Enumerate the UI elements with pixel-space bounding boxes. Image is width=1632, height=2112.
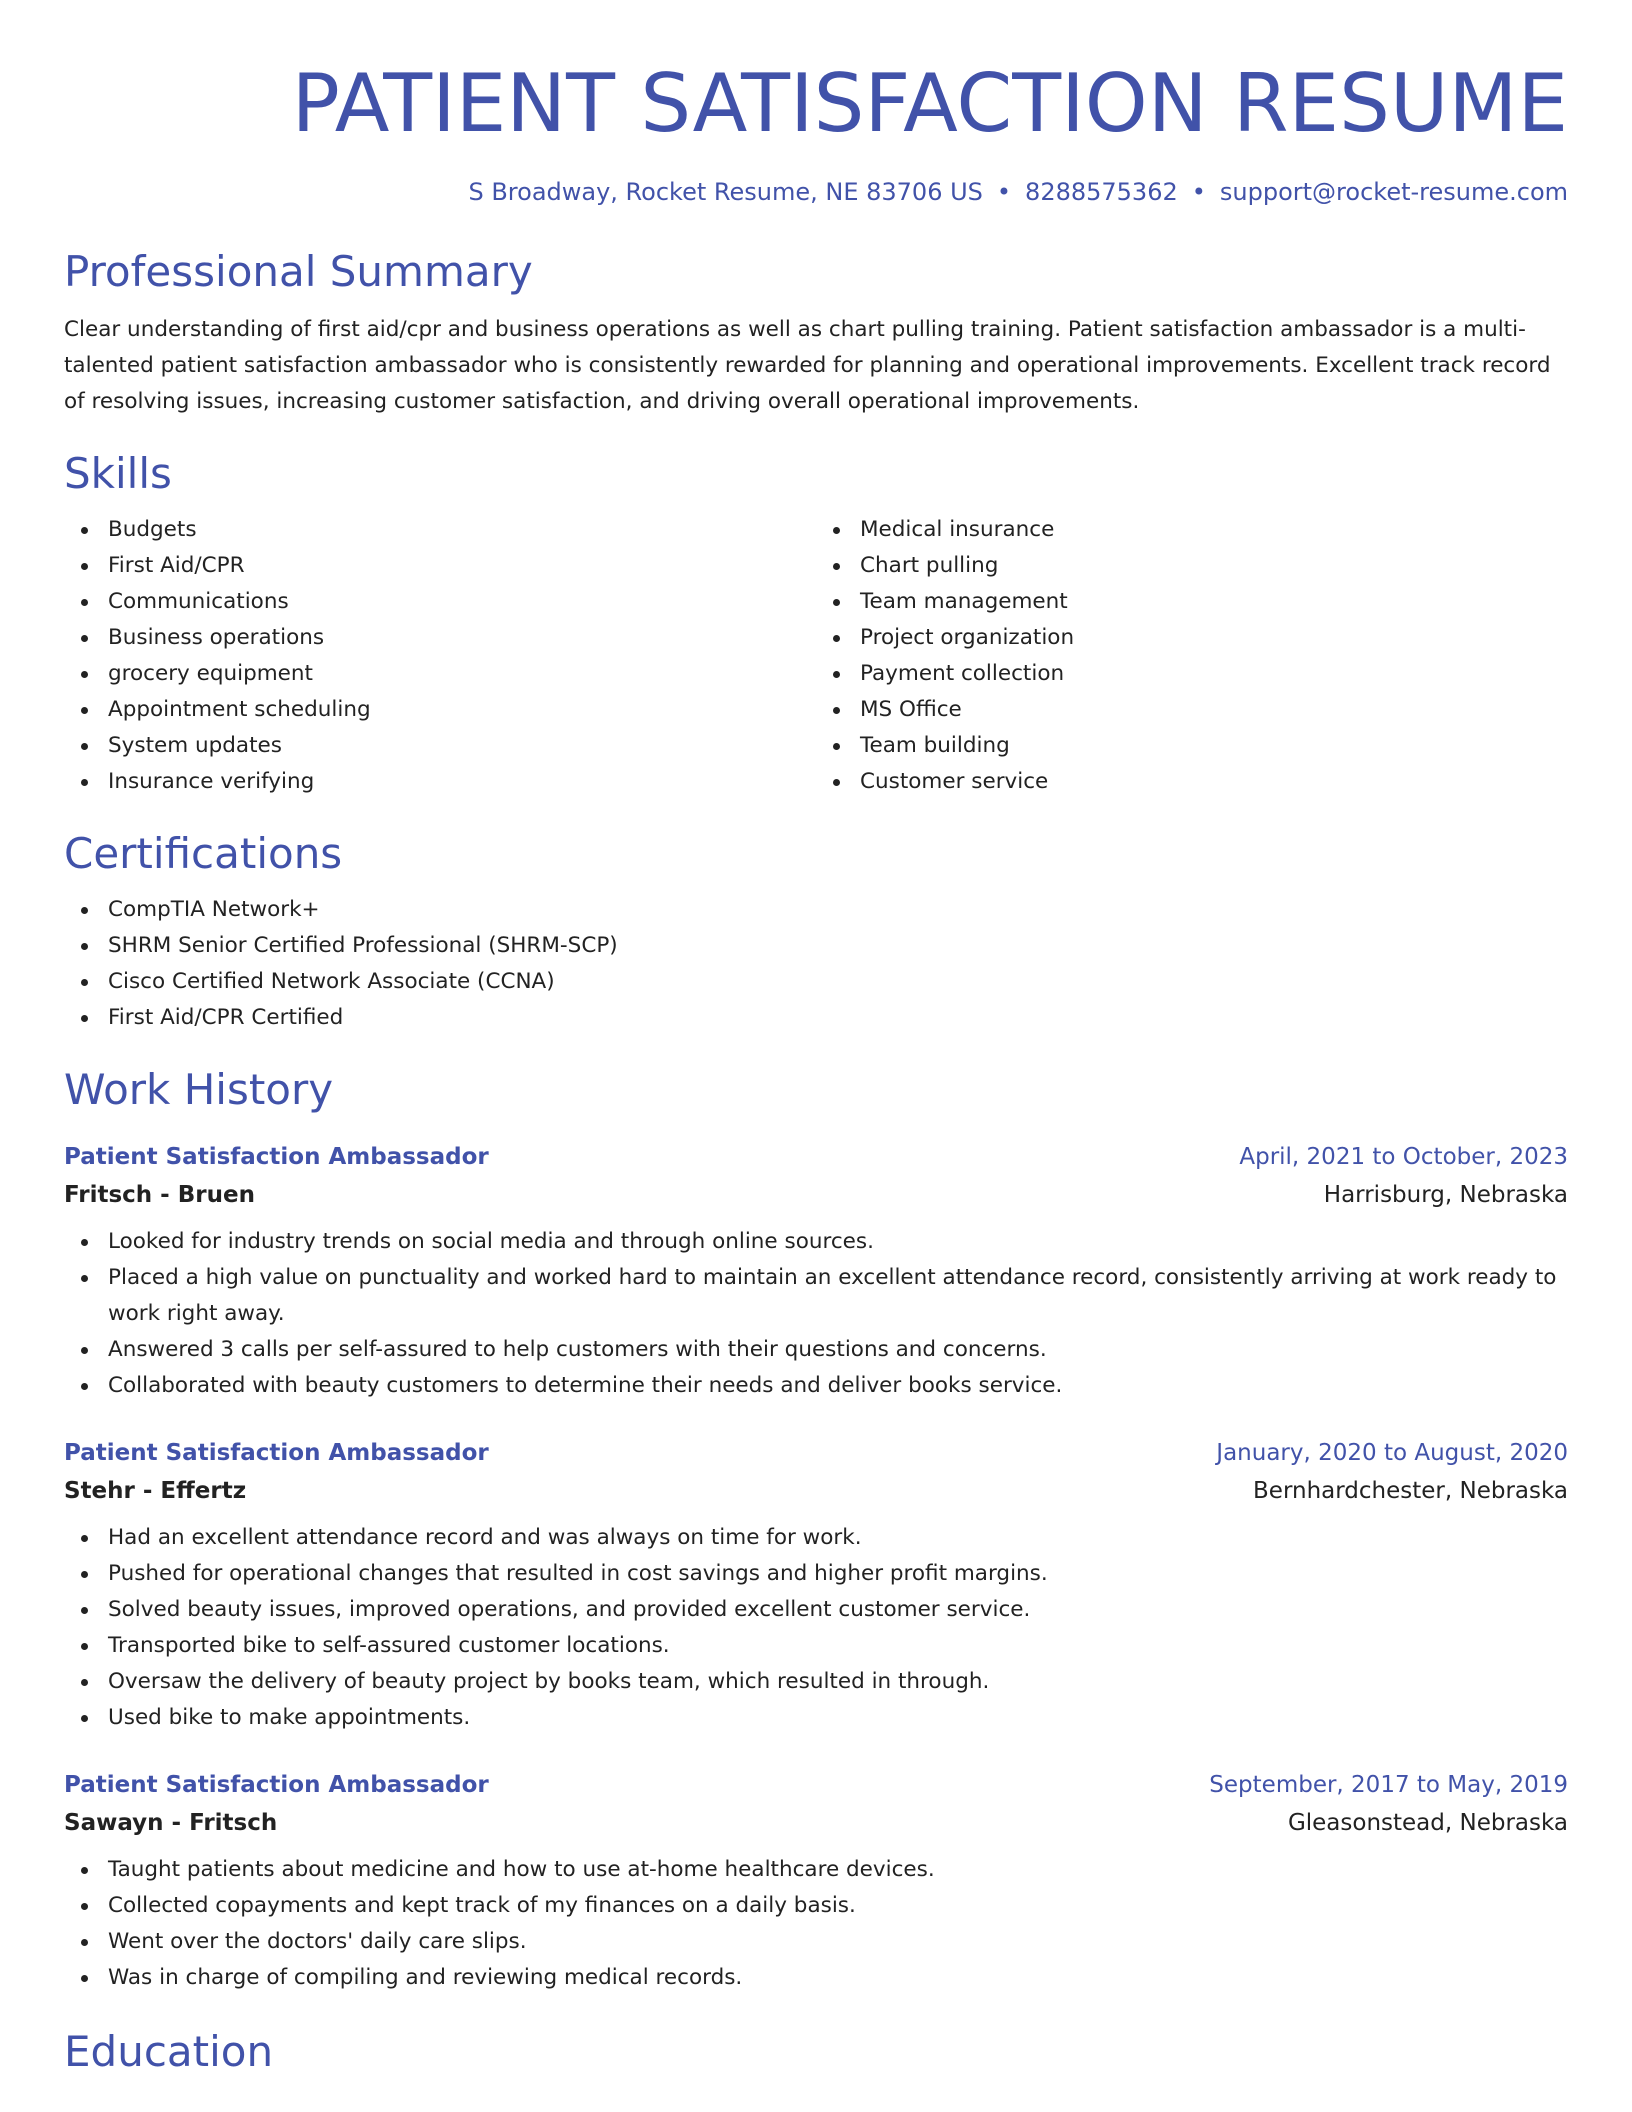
job-title: Patient Satisfaction Ambassador <box>64 1144 489 1170</box>
job-bullet: Taught patients about medicine and how to use at-home healthcare devices. <box>108 1852 1568 1888</box>
job-bullet: Oversaw the delivery of beauty project by books team, which resulted in through. <box>108 1664 1568 1700</box>
skill-item: Communications <box>108 584 816 620</box>
resume-page <box>64 0 1568 2078</box>
job-bullet: Used bike to make appointments. <box>108 1700 1568 1736</box>
job-company: Stehr - Effertz <box>64 1478 247 1504</box>
skill-item: Insurance verifying <box>108 764 816 800</box>
skill-item: Payment collection <box>860 656 1568 692</box>
job-header-row <box>64 1138 1568 1176</box>
section-title-education: Education <box>64 2027 274 2076</box>
resume-title: PATIENT SATISFACTION RESUME <box>291 57 1568 150</box>
contact-address: S Broadway, Rocket Resume, NE 83706 US <box>468 178 983 206</box>
section-title-summary: Professional Summary <box>64 247 533 296</box>
job-location: Bernhardchester, Nebraska <box>1253 1478 1568 1504</box>
contact-separator: • <box>1191 178 1206 206</box>
job-dates: January, 2020 to August, 2020 <box>1216 1440 1568 1466</box>
job-bullet: Transported bike to self-assured customer locations. <box>108 1628 1568 1664</box>
skill-item: Business operations <box>108 620 816 656</box>
job-dates: April, 2021 to October, 2023 <box>1239 1144 1568 1170</box>
job-header-row <box>64 1434 1568 1472</box>
skill-item: Customer service <box>860 764 1568 800</box>
skills-column-right <box>816 512 1568 800</box>
job-bullet: Was in charge of compiling and reviewing medical records. <box>108 1960 1568 1996</box>
job-bullet: Had an excellent attendance record and was always on time for work. <box>108 1520 1568 1556</box>
job-entry <box>64 1138 1568 1404</box>
section-title-skills: Skills <box>64 449 172 498</box>
job-bullet: Looked for industry trends on social media and through online sources. <box>108 1224 1568 1260</box>
job-bullet: Placed a high value on punctuality and worked hard to maintain an excellent attendance record, consistently arriving at work ready to work right away. <box>108 1260 1568 1332</box>
job-dates: September, 2017 to May, 2019 <box>1209 1772 1568 1798</box>
summary-text: Clear understanding of first aid/cpr and business operations as well as chart pulling training. Patient satisfaction ambassador is a multi-talented patient satisfaction ambassador who is consistently rewarded for planning and operational improvements. Excellent track record of resolving issues, increasing customer satisfaction, and driving overall operational improvements. <box>64 317 1551 414</box>
contact-separator: • <box>996 178 1012 206</box>
job-company: Sawayn - Fritsch <box>64 1810 278 1836</box>
skill-item: MS Office <box>860 692 1568 728</box>
skill-item: Medical insurance <box>860 512 1568 548</box>
contact-line <box>64 176 1568 208</box>
job-company: Fritsch - Bruen <box>64 1182 255 1208</box>
skills-column-left <box>64 512 816 800</box>
contact-phone: 8288575362 <box>1025 178 1178 206</box>
contact-email[interactable]: support@rocket-resume.com <box>1219 178 1568 206</box>
job-bullet: Collaborated with beauty customers to determine their needs and deliver books service. <box>108 1368 1568 1404</box>
job-header-row <box>64 1766 1568 1804</box>
job-location: Harrisburg, Nebraska <box>1323 1182 1568 1208</box>
job-company-row <box>64 1472 1568 1510</box>
certification-item: First Aid/CPR Certified <box>108 1000 1568 1036</box>
job-entry <box>64 1434 1568 1736</box>
skill-item: Team management <box>860 584 1568 620</box>
job-bullet: Collected copayments and kept track of my finances on a daily basis. <box>108 1888 1568 1924</box>
job-title: Patient Satisfaction Ambassador <box>64 1772 489 1798</box>
job-bullet: Went over the doctors' daily care slips. <box>108 1924 1568 1960</box>
job-bullet: Solved beauty issues, improved operations, and provided excellent customer service. <box>108 1592 1568 1628</box>
skill-item: First Aid/CPR <box>108 548 816 584</box>
job-company-row <box>64 1804 1568 1842</box>
job-bullet-list <box>64 1520 1568 1736</box>
job-title: Patient Satisfaction Ambassador <box>64 1440 489 1466</box>
skill-item: Budgets <box>108 512 816 548</box>
job-location: Gleasonstead, Nebraska <box>1287 1810 1568 1836</box>
skill-item: Team building <box>860 728 1568 764</box>
job-company-row <box>64 1176 1568 1214</box>
section-title-certifications: Certifications <box>64 829 343 878</box>
job-entry <box>64 1766 1568 1996</box>
skill-item: Project organization <box>860 620 1568 656</box>
skill-item: Appointment scheduling <box>108 692 816 728</box>
skill-item: System updates <box>108 728 816 764</box>
certification-item: CompTIA Network+ <box>108 892 1568 928</box>
certification-item: Cisco Certified Network Associate (CCNA) <box>108 964 1568 1000</box>
certifications-list <box>64 892 1568 1036</box>
job-bullet: Pushed for operational changes that resulted in cost savings and higher profit margins. <box>108 1556 1568 1592</box>
job-bullet: Answered 3 calls per self-assured to help customers with their questions and concerns. <box>108 1332 1568 1368</box>
skills-grid <box>64 512 1568 800</box>
certification-item: SHRM Senior Certified Professional (SHRM-SCP) <box>108 928 1568 964</box>
job-bullet-list <box>64 1224 1568 1404</box>
skill-item: Chart pulling <box>860 548 1568 584</box>
skill-item: grocery equipment <box>108 656 816 692</box>
section-title-work-history: Work History <box>64 1065 334 1114</box>
job-bullet-list <box>64 1852 1568 1996</box>
